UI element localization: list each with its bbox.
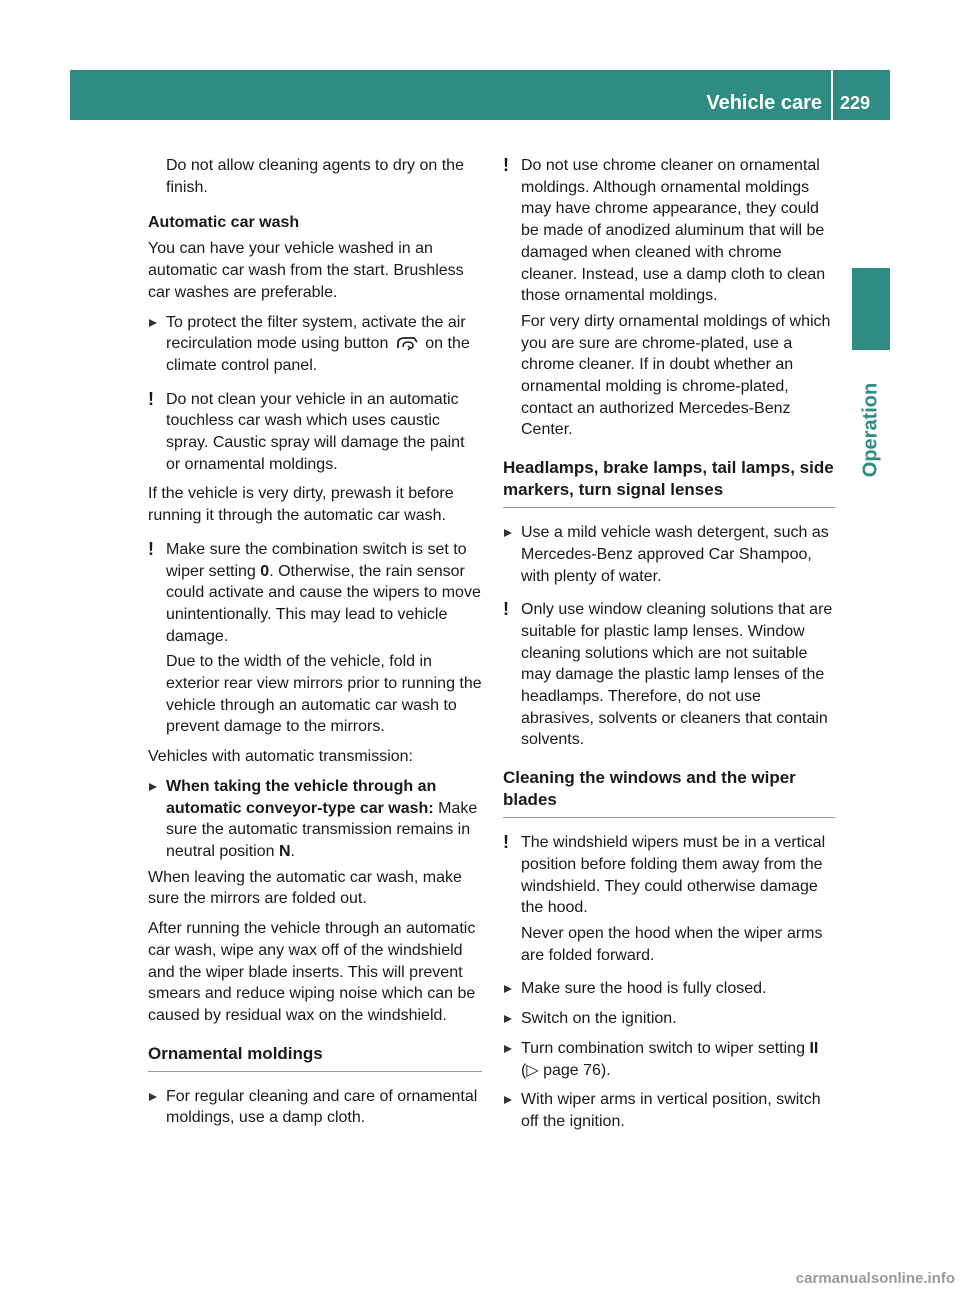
- caution-note: [148, 539, 482, 738]
- arrow-right-icon: [149, 1093, 157, 1101]
- note-text: The windshield wipers must be in a vertical position before folding them away from the windshield. They could otherwise damage the hood.: [521, 834, 826, 917]
- note-text: Do not use chrome cleaner on ornamental moldings. Although ornamental moldings may have chrome appearance, they could be made of anodized aluminum that will be damaged when cleaned with chrome cleaner. Instead, use a damp cloth to clean those ornamental moldings.: [521, 157, 826, 305]
- instruction-step: [503, 1008, 835, 1030]
- arrow-right-icon: [504, 1015, 512, 1023]
- note-paragraph: Due to the width of the vehicle, fold in exterior rear view mirrors prior to running the vehicle through an automatic car wash to prevent damage to the mirrors.: [166, 653, 482, 736]
- instruction-step: [148, 776, 482, 863]
- header-divider: [831, 70, 833, 120]
- caution-icon: !: [503, 832, 509, 853]
- heading-automatic-car-wash: Automatic car wash: [148, 214, 300, 232]
- air-recirculation-icon: [395, 335, 419, 351]
- page-number: 229: [840, 93, 871, 113]
- step-text: Use a mild vehicle wash detergent, such as Mercedes-Benz approved Car Shampoo, with plenty of water.: [521, 524, 829, 585]
- step-text: To protect the filter system, activate the air recirculation mode using button: [166, 313, 466, 353]
- instruction-step: [503, 1089, 835, 1132]
- paragraph: After running the vehicle through an automatic car wash, wipe any wax off of the windshield and the wiper blade inserts. This will prevent smears and reduce wiping noise which can be caused by residual wax on the windshield.: [148, 920, 476, 1024]
- arrow-right-icon: [504, 1045, 512, 1053]
- left-column: [148, 155, 482, 1129]
- step-text: on the climate control panel.: [166, 335, 470, 374]
- caution-note: [503, 832, 835, 966]
- caution-icon: !: [503, 155, 509, 175]
- step-text: .: [290, 842, 295, 860]
- step-text: Turn combination switch to wiper setting: [521, 1039, 805, 1057]
- paragraph: When leaving the automatic car wash, make sure the mirrors are folded out.: [148, 868, 462, 908]
- right-column: [503, 155, 835, 1133]
- heading-lamps: Headlamps, brake lamps, tail lamps, side markers, turn signal lenses: [503, 457, 835, 508]
- note-text: Do not clean your vehicle in an automatic touchless car wash which uses caustic spray. Caustic spray will damage the paint or ornamental moldings.: [166, 390, 465, 473]
- wiper-setting-value: II: [809, 1039, 819, 1057]
- paragraph: Do not allow cleaning agents to dry on the finish.: [166, 157, 464, 196]
- arrow-right-icon: [504, 1096, 512, 1104]
- arrow-right-icon: [149, 319, 157, 327]
- side-tab-label: Operation: [859, 382, 882, 478]
- arrow-right-icon: [504, 529, 512, 537]
- note-text: Only use window cleaning solutions that are suitable for plastic lamp lenses. Window cleaning solutions which are not suitable may damage the plastic lamp lenses of the headlamps. Therefore, do not use abrasives, solvents or cleaners that contain solvents.: [521, 601, 833, 749]
- instruction-step: [148, 312, 482, 377]
- arrow-right-icon: [504, 985, 512, 993]
- heading-ornamental-moldings: Ornamental moldings: [148, 1043, 482, 1072]
- heading-windows-wipers: Cleaning the windows and the wiper blades: [503, 767, 835, 818]
- note-text: . Otherwise, the rain sensor could activate and cause the wipers to move unintentionally. This may lead to vehicle damage.: [166, 562, 481, 645]
- paragraph: You can have your vehicle washed in an automatic car wash from the start. Brushless car washes are preferable.: [148, 240, 464, 301]
- note-text: Make sure the combination switch is set to wiper setting: [166, 540, 467, 580]
- caution-note: [148, 389, 482, 476]
- step-text: For regular cleaning and care of ornamental moldings, use a damp cloth.: [166, 1087, 478, 1127]
- paragraph: Vehicles with automatic transmission:: [148, 748, 413, 766]
- caution-icon: !: [148, 538, 154, 559]
- step-text: Make sure the hood is fully closed.: [521, 980, 767, 998]
- section-title: Vehicle care: [706, 92, 822, 114]
- instruction-step: [148, 1086, 482, 1129]
- page-reference[interactable]: (▷ page 76).: [521, 1061, 611, 1079]
- gear-position: N: [278, 842, 291, 860]
- caution-note: [503, 599, 835, 751]
- instruction-step: [503, 1038, 835, 1081]
- caution-icon: !: [148, 388, 154, 409]
- wiper-setting-value: 0: [260, 562, 270, 580]
- note-paragraph: For very dirty ornamental moldings of which you are sure are chrome-plated, use a chrome cleaner. If in doubt whether an ornamental molding is chrome-plated, contact an authorized Mercedes-Benz Center.: [521, 312, 831, 439]
- arrow-right-icon: [149, 783, 157, 791]
- step-text: Make sure the automatic transmission remains in neutral position: [166, 799, 478, 860]
- side-tab-marker: [852, 268, 890, 350]
- caution-icon: !: [503, 599, 509, 620]
- watermark: carmanualsonline.info: [795, 1270, 955, 1287]
- step-text: With wiper arms in vertical position, switch off the ignition.: [521, 1091, 821, 1130]
- instruction-step: [503, 522, 835, 587]
- paragraph: If the vehicle is very dirty, prewash it before running it through the automatic car wash.: [148, 485, 454, 525]
- step-title: When taking the vehicle through an automatic conveyor-type car wash:: [166, 777, 437, 817]
- step-text: Switch on the ignition.: [521, 1010, 677, 1028]
- caution-note: [503, 155, 835, 441]
- note-paragraph: Never open the hood when the wiper arms are folded forward.: [521, 924, 823, 964]
- instruction-step: [503, 978, 835, 1000]
